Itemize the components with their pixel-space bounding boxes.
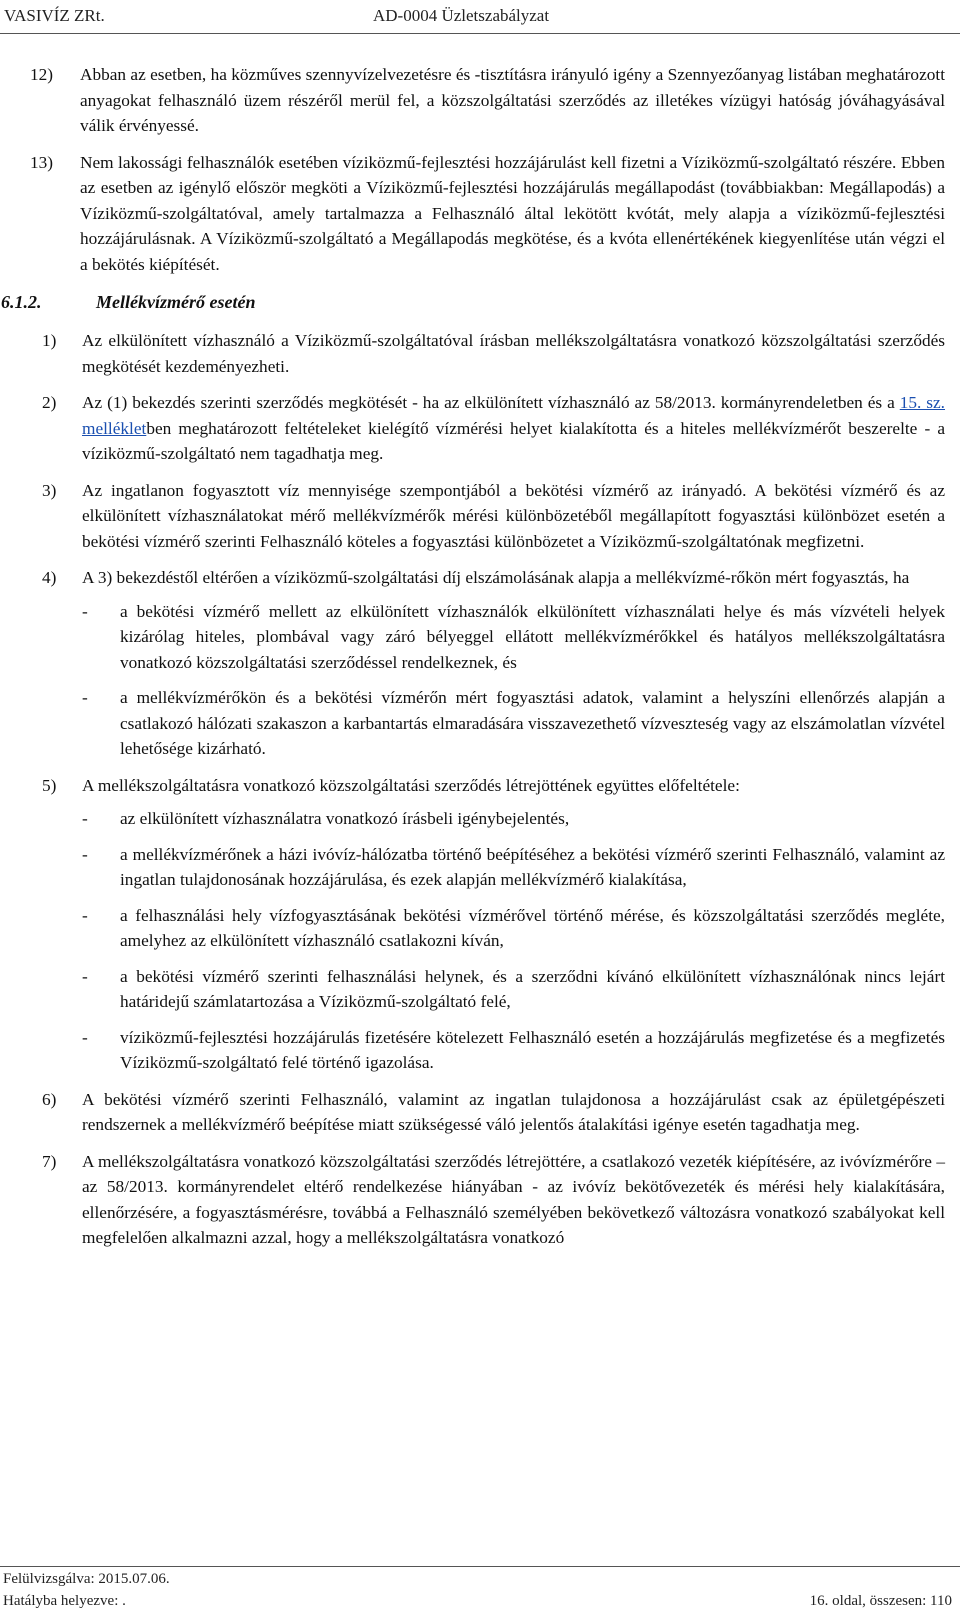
list-item-text: a mellékvízmérőnek a házi ivóvíz-hálózatba történő beépítéséhez a bekötési vízmérő szerinti Felhasználó, valamint az ingatlan tulajdonosának hozzájárulása, és ezek alapján mellékvízmérő kialakítása, [120,844,945,889]
paragraph-number: 12) [30,65,54,84]
section-number: 6.1.2. [1,292,42,312]
item-text [82,390,945,467]
list-item-text: a bekötési vízmérő mellett az elkülönített vízhasználók elkülönített vízhasználati helye és más vízvételi helyek kizárólag hiteles, plombával vagy záró bélyeggel ellátott mellékvízmérőkkel és hatályos mellékszolgáltatásra vonatkozó közszolgáltatási szerződéssel rendelkeznek, és [120,601,945,672]
footer-divider [0,1566,960,1567]
paragraph-text: Abban az esetben, ha közműves szennyvízelvezetésre és -tisztításra irányuló igény a Szennyezőanyag listában meghatározott anyagokat felhasználó üzem részéről merül fel, a közszolgáltatási szerződés az illetékes vízügyi hatóság jóváhagyásával válik érvényessé. [80,65,945,135]
dash-marker: - [82,688,88,707]
list-item-text: az elkülönített vízhasználatra vonatkozó írásbeli igénybejelentés, [120,809,570,828]
item-text: A 3) bekezdéstől eltérően a víziközmű-szolgáltatási díj elszámolásának alapja a mellékvízmé-rőkön mért fogyasztás, ha [82,568,910,587]
item-text: Az ingatlanon fogyasztott víz mennyisége szempontjából a bekötési vízmérő az irányadó. A bekötési vízmérő és az elkülönített vízhasználatokat mérő mellékvízmérők mérési különbözetéből megállapított fogyasztási különbözet esetén a bekötési vízmérő szerinti Felhasználó köteles a fogyasztási különbözetet a Víziközmű-szolgáltatónak megfizetni. [82,480,945,551]
item-5 [30,773,945,1076]
page-footer [0,1566,960,1615]
item-number: 6) [42,1089,57,1109]
annex-link[interactable]: melléklet [82,418,147,438]
item-text: A bekötési vízmérő szerinti Felhasználó, valamint az ingatlan tulajdonosa a hozzájárulást csak az épületgépészeti rendszernek a mellékvízmérő beépítése miatt szükségessé váló jelentős átalakítási igénye esetén tagadhatja meg. [82,1089,945,1134]
list-item [82,806,945,832]
item-text-part: ben meghatározott feltételeket kielégítő vízmérési helyet kialakította és a hiteles mellékvízmérőt beszerelte - a víziközmű-szolgáltató nem tagadhatja meg. [82,418,945,463]
precondition-list [82,806,945,1076]
item-1 [30,328,945,379]
list-item-text: a mellékvízmérőkön és a bekötési vízmérőn mért fogyasztási adatok, valamint a helyszíni ellenőrzés alapján a csatlakozó hálózati szakaszon a karbantartás elmaradására visszavezethető vízveszteség vagy az elszámolatlan vízvétel lehetősége kizárható. [120,688,945,758]
item-number: 1) [42,331,57,350]
dash-marker: - [82,905,88,925]
item-number: 3) [42,480,57,500]
item-6 [30,1087,945,1138]
item-3 [30,478,945,555]
company-name: VASIVÍZ ZRt. [4,6,105,25]
paragraph-number: 13) [30,152,54,172]
paragraph-12 [30,62,945,139]
dash-marker: - [82,966,88,986]
list-item [82,1025,945,1076]
list-item [82,599,945,676]
item-text: A mellékszolgáltatásra vonatkozó közszolgáltatási szerződés létrejöttének együttes előfeltétele: [82,775,740,795]
item-7 [30,1149,945,1251]
dash-marker: - [82,1027,88,1047]
item-number: 2) [42,393,57,412]
page-number: 16. oldal, összesen: 110 [809,1593,952,1609]
paragraph-text: Nem lakossági felhasználók esetében víziközmű-fejlesztési hozzájárulást kell fizetni a Víziközmű-szolgáltató részére. Ebben az esetben az igénylő először megköti a Víziközmű-fejlesztési hozzájárulás megállapodást (továbbiakban: Megállapodás) a Víziközmű-szolgáltatóval, amely tartalmazza a Felhasználó által lekötött kvótát, mely alapja a víziközmű-fejlesztési hozzájárulásnak. A Víziközmű-szolgáltató a Megállapodás megkötése, és a kvóta ellenértékének kiegyenlítése után végzi el a bekötés kiépítését. [80,152,945,274]
list-item-text: víziközmű-fejlesztési hozzájárulás fizetésére kötelezett Felhasználó esetén a hozzájárulás megfizetése és a megfizetés Víziközmű-szolgáltató felé történő igazolása. [120,1027,945,1072]
dash-marker: - [82,601,88,621]
condition-list [82,599,945,762]
item-text: Az elkülönített vízhasználó a Víziközmű-szolgáltatóval írásban mellékszolgáltatásra vonatkozó közszolgáltatási szerződés megkötését kezdeményezheti. [82,331,945,376]
header-divider [0,33,960,34]
list-item-text: a bekötési vízmérő szerinti felhasználási helynek, és a szerződni kívánó elkülönített vízhasználónak nincs lejárt határidejű számlatartozása a Víziközmű-szolgáltató felé, [120,966,945,1011]
item-text-part: Az (1) bekezdés szerinti szerződés megkötését - ha az elkülönített vízhasználó az 58/2013. kormányrendeletben és a [82,393,900,412]
list-item-text: a felhasználási hely vízfogyasztásának bekötési vízmérővel történő mérése, és közszolgáltatási szerződés megléte, amelyhez az elkülönített vízhasználó csatlakozni kíván, [120,905,945,950]
section-title: Mellékvízmérő esetén [96,292,256,312]
section-heading [1,288,945,318]
document-title: AD-0004 Üzletszabályzat [373,6,550,25]
revision-date: Felülvizsgálva: 2015.07.06. [3,1571,170,1587]
page-header [0,0,960,34]
annex-number-link[interactable]: 15. sz. [899,393,946,412]
effective-date: Hatályba helyezve: . [3,1593,126,1609]
paragraph-13 [30,150,945,278]
list-item [82,903,945,954]
item-number: 7) [42,1151,57,1171]
item-text: A mellékszolgáltatásra vonatkozó közszolgáltatási szerződés létrejöttére, a csatlakozó vezeték kiépítésére, az ivóvízmérőre – az 58/2013. kormányrendelet eltérő rendelkezése hiányában - az ivóvíz bekötővezeték és mérési hely kialakítására, ellenőrzésére, a fogyasztásmérésre, továbbá a Felhasználó személyében bekövetkező változásra vonatkozó szabályokat kell megfelelően alkalmazni azzal, hogy a mellékszolgáltatásra vonatkozó [82,1151,945,1247]
item-2 [30,390,945,467]
item-4 [30,565,945,762]
list-item [82,964,945,1015]
document-body [1,62,946,1262]
list-item [82,685,945,762]
dash-marker: - [82,809,88,828]
list-item [82,842,945,893]
item-number: 4) [42,568,57,587]
item-number: 5) [42,775,57,795]
dash-marker: - [82,844,88,864]
